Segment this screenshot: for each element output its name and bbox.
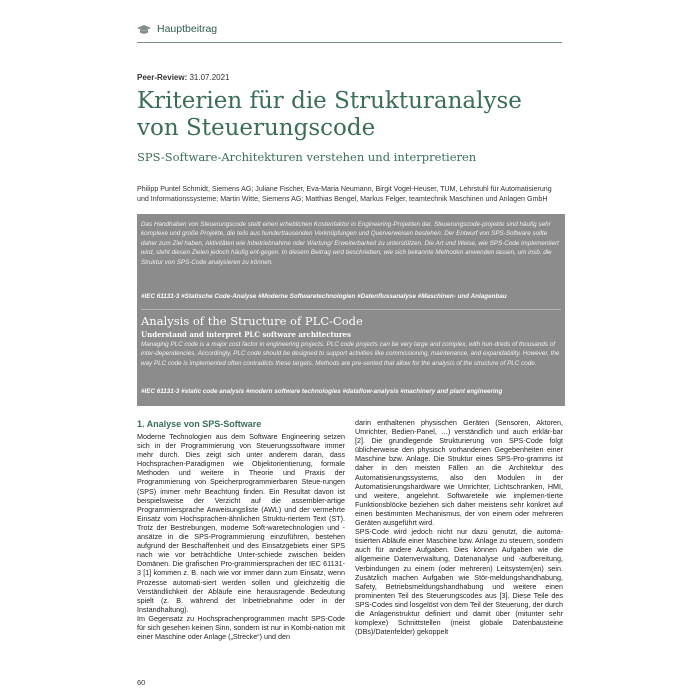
abstract-english: Managing PLC code is a major cost factor in engineering projects. PLC code projects can be very large and complex, with hun-dreds of thousands of inter-dependencies. Accordingly, PLC code should be designed to support activities like commissioning, maintenance, and expandability. However, the way PLC code is implemented often contradicts these targets. Methods are pre-sented that allow for the analysis of the structure of PLC code.	[141, 341, 560, 367]
author-list: Philipp Puntel Schmidt, Siemens AG; Juliane Fischer, Eva-Maria Neumann, Birgit Vogel-Heuser, TUM, Lehrstuhl für Automatisierung und Informationssysteme; Martin Witte, Siemens AG; Matthias Bengel, Markus Felger, teamtechnik Maschinen und Anlagen GmbH	[137, 185, 552, 203]
abstract-divider	[141, 309, 561, 310]
page-header	[137, 22, 562, 44]
header-rule	[137, 42, 562, 43]
abstract-german: Das Handhaben von Steuerungscode stellt einen erheblichen Kostenfaktor in Engineering-Projekten dar. Steuerungscode-projekte sind häufig sehr komplexe und große Projekte, die teils aus hunderttausenden Verknüpfungen und Querverweisen bestehen. Der Entwurf von SPS-Software sollte daher zum Ziel haben, Aktivitäten wie Inbetriebnahme oder Wartung/ Erweiterbarkeit zu unterstützen. Die Art und Weise, wie SPS-Code implementiert wird, steht diesen Zielen jedoch häufig ent-gegen. In diesem Beitrag wird beschrieben, wie sich bekannte Methoden anwenden lassen, um insb. die Struktur von SPS-Code analysieren zu können.	[141, 221, 559, 266]
peer-review-date: 31.07.2021	[189, 73, 230, 82]
section-label: Hauptbeitrag	[157, 23, 218, 35]
article-title: Kriterien für die Strukturanalyse von Steuerungscode	[137, 88, 522, 141]
paragraph: Moderne Technologien aus dem Software Engineering setzen sich in der Programmierung von Steuerungssoftware immer mehr durch. Dies zeigt sich unter anderem daran, dass Hochsprachen-Paradigmen wie Objektorientierung, formale Methoden und weitere in Theorie und Praxis der Programmierung von Speicherprogrammierbaren Steue-rungen (SPS) immer mehr Beachtung finden. Ein Resultat davon ist beispielsweise der Verzicht auf die assembler-artige Programmiersprache Anweisungsliste (AWL) und der vermehrte Einsatz vom Hochsprachen-ähnlichen Struktu-riertem Text (ST). Trotz der Bestrebungen, moderne Soft-waretechnologien und -ansätze in die SPS-Programmierung einzuführen, bestehen aufgrund der Beschaffenheit und des Einsatzgebiets einer SPS nach wie vor beträchtliche Unter-schiede zwischen beiden Domänen. Die grafischen Pro-grammiersprachen der IEC 61131-3 [1] kommen z. B. nach wie vor immer dann zum Einsatz, wenn Prozesse automati-siert werden sollen und gleichzeitig die Verständlichkeit der Abläufe eine herausragende Bedeutung spielt (z. B. während der Inbetriebnahme oder in der Instandhaltung).	[137, 432, 345, 614]
article-subtitle: SPS-Software-Architekturen verstehen und interpretieren	[137, 150, 477, 164]
keywords-german: #IEC 61131-3 #Statische Code-Analyse #Moderne Softwaretechnologien #Datenflussanalyse #Maschinen- und Anlagenbau	[141, 293, 507, 300]
peer-review-line	[137, 73, 230, 82]
english-title: Analysis of the Structure of PLC-Code	[141, 314, 363, 328]
body-column-right	[355, 418, 563, 636]
paragraph: Im Gegensatz zu Hochsprachenprogrammen macht SPS-Code für sich gesehen keinen Sinn, sondern ist nur in Kombi-nation mit einer Maschine oder Anlage („Strecke“) und den	[137, 613, 345, 642]
graduation-cap-icon	[137, 25, 151, 35]
paragraph: darin enthaltenen physischen Geräten (Sensoren, Aktoren, Umrichter, Bedien-Panel, …) verständlich und auch erklär-bar [2]. Die grundlegende Strukturierung von SPS-Code folgt üblicherweise den physisch vorhandenen Gegebenheiten einer Maschine bzw. Anlage. Die Struktur eines SPS-Pro-gramms ist daher in den meisten Fällen an die Architektur des Automatisierungssystems, also den Modulen in der Automatisierungshardware wie Umrichter, Lichtschranken, HMI, und weitere, angelehnt. Softwareteile wie implemen-tierte Funktionsblöcke beziehen sich daher meistens sehr konkret auf einen bestimmten Mechanismus, der von einem oder mehreren Geräten ausgeführt wird.	[355, 418, 563, 528]
page-number: 60	[137, 678, 146, 687]
english-subtitle: Understand and interpret PLC software architectures	[141, 330, 351, 339]
section-heading: 1. Analyse von SPS-Software	[137, 419, 262, 429]
paragraph: SPS-Code wird jedoch nicht nur dazu genutzt, die automa-tisierten Abläufe einer Maschine bzw. Anlage zu steuern, sondern auch für andere Aufgaben. Dies können Aufgaben wie die allgemeine Datenverwaltung, Datenanalyse und -aufbereitung, Verbindungen zu einem (oder mehreren) Leitsystem(en) sein. Zusätzlich machen Aufgaben wie Stör-meldungshandhabung, Safety, Betriebsmeldungshandhabung und weitere einen prominenten Teil des Steuerungscodes aus [3]. Diese Teile des SPS-Codes sind losgelöst von dem Teil der Steuerung, der durch die Anlagenstruktur definiert und damit über (mitunter sehr komplexe) Schnittstellen (meist globale Datenbausteine (DBs)/Datenfelder) gekoppelt	[355, 527, 563, 637]
peer-review-label: Peer-Review:	[137, 73, 188, 82]
keywords-english: #IEC 61131-3 #static code analysis #modern software technologies #dataflow-analysis #machinery and plant engineering	[141, 388, 503, 395]
body-column-left	[137, 418, 345, 641]
abstract-box	[137, 214, 565, 406]
